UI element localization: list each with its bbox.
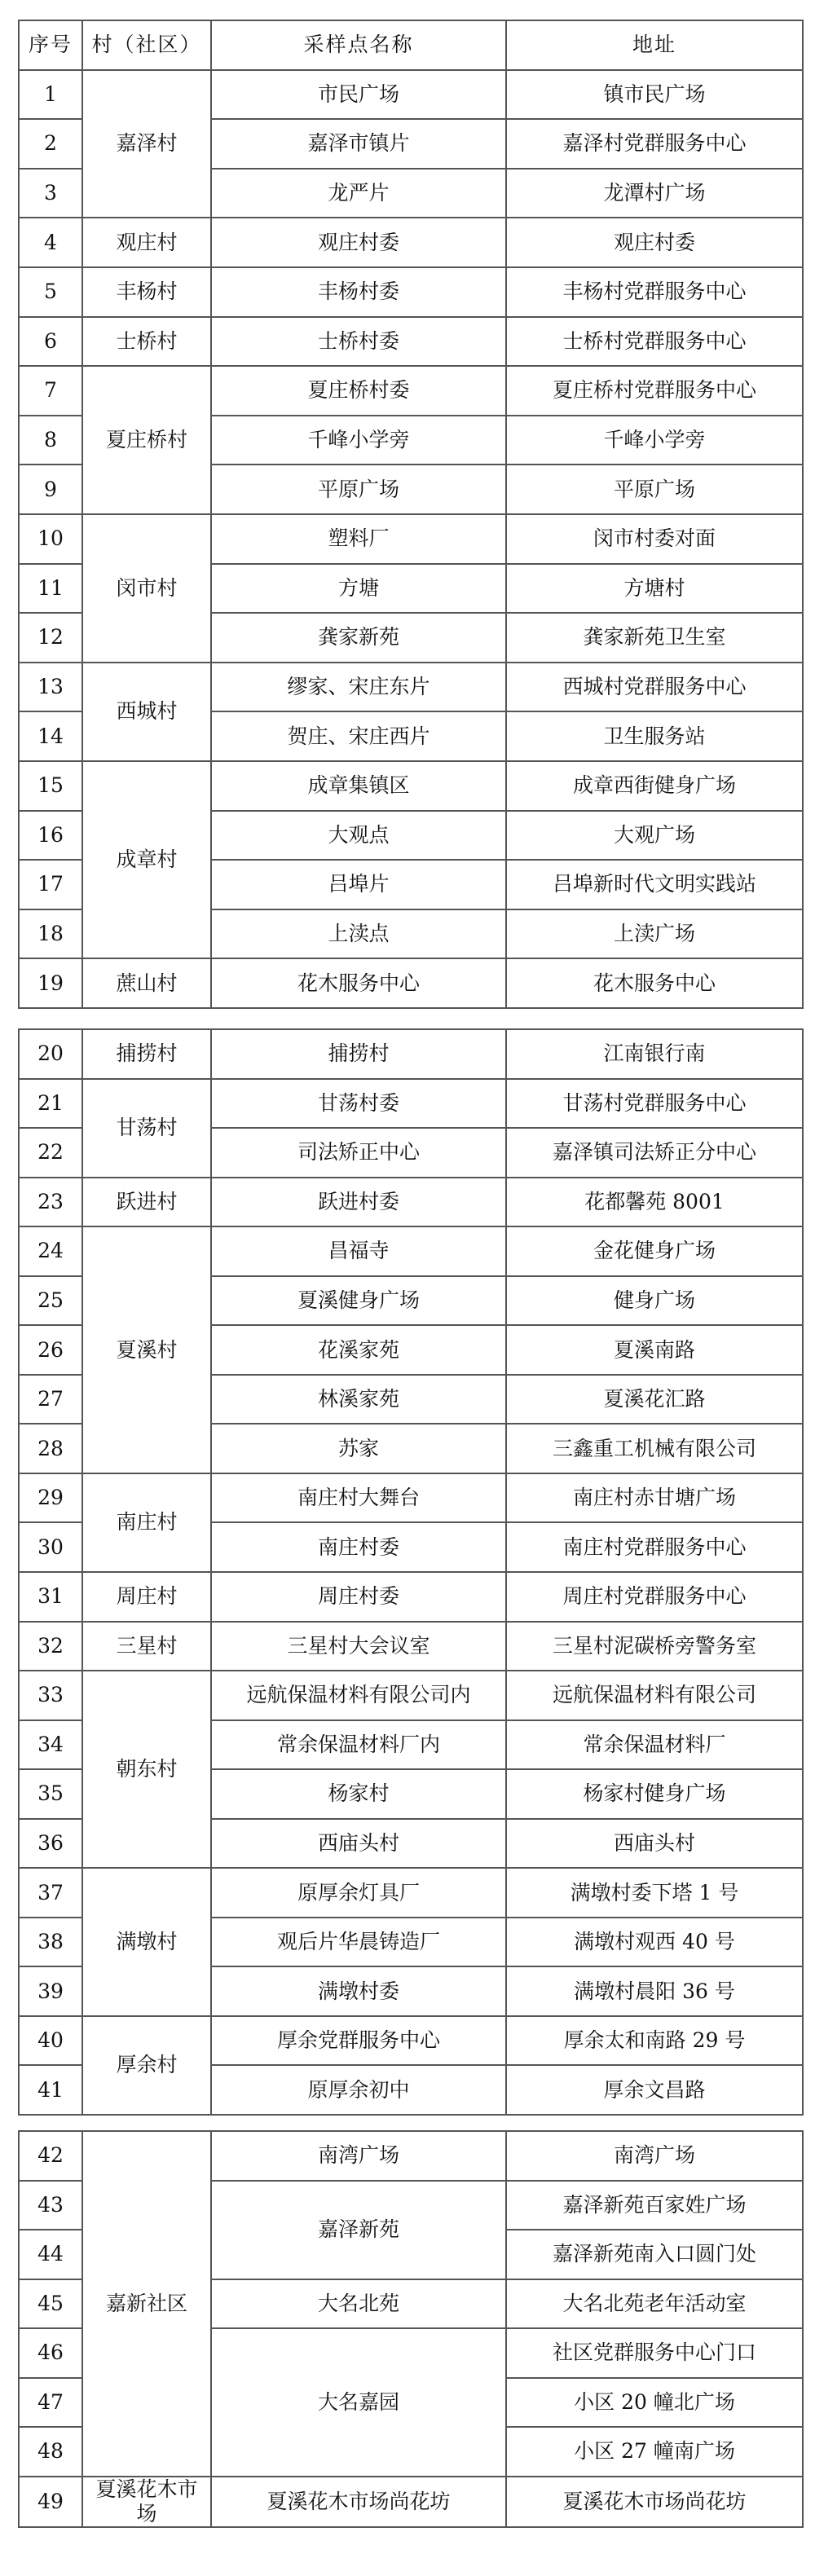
village-cell: 厚余村 <box>82 2016 211 2115</box>
site-cell: 嘉泽市镇片 <box>211 119 506 169</box>
site-cell: 市民广场 <box>211 70 506 120</box>
address-cell: 三星村泥碳桥旁警务室 <box>506 1622 803 1671</box>
village-cell: 成章村 <box>82 761 211 958</box>
row-no: 31 <box>19 1572 82 1622</box>
row-no: 4 <box>19 218 82 267</box>
address-cell: 龚家新苑卫生室 <box>506 613 803 663</box>
address-cell: 卫生服务站 <box>506 711 803 761</box>
site-cell: 林溪家苑 <box>211 1375 506 1425</box>
row-no: 49 <box>19 2477 82 2527</box>
site-cell: 司法矫正中心 <box>211 1128 506 1178</box>
row-no: 23 <box>19 1178 82 1227</box>
address-cell: 三鑫重工机械有限公司 <box>506 1424 803 1473</box>
row-no: 9 <box>19 465 82 514</box>
table-row <box>19 2131 803 2181</box>
row-no: 28 <box>19 1424 82 1473</box>
site-cell: 龙严片 <box>211 169 506 218</box>
address-cell: 西城村党群服务中心 <box>506 663 803 712</box>
row-no: 30 <box>19 1522 82 1572</box>
row-no: 44 <box>19 2230 82 2279</box>
row-no: 2 <box>19 119 82 169</box>
address-cell: 平原广场 <box>506 465 803 514</box>
row-no: 20 <box>19 1029 82 1079</box>
table-row <box>19 267 803 317</box>
table-row <box>19 2016 803 2066</box>
address-cell: 甘荡村党群服务中心 <box>506 1079 803 1129</box>
address-cell: 嘉泽新苑百家姓广场 <box>506 2181 803 2230</box>
table-row <box>19 1079 803 1129</box>
table-row <box>19 1473 803 1523</box>
site-cell: 缪家、宋庄东片 <box>211 663 506 712</box>
address-cell: 士桥村党群服务中心 <box>506 317 803 367</box>
address-cell: 镇市民广场 <box>506 70 803 120</box>
row-no: 1 <box>19 70 82 120</box>
village-cell: 夏溪花木市场 <box>82 2477 211 2527</box>
row-no: 39 <box>19 1966 82 2016</box>
row-no: 12 <box>19 613 82 663</box>
address-cell: 闵市村委对面 <box>506 514 803 564</box>
address-cell: 杨家村健身广场 <box>506 1769 803 1819</box>
table-row <box>19 761 803 811</box>
row-no: 21 <box>19 1079 82 1129</box>
table-row <box>19 1622 803 1671</box>
address-cell: 远航保温材料有限公司 <box>506 1671 803 1720</box>
address-cell: 江南银行南 <box>506 1029 803 1079</box>
site-cell: 三星村大会议室 <box>211 1622 506 1671</box>
address-cell: 嘉泽镇司法矫正分中心 <box>506 1128 803 1178</box>
table-row <box>19 1572 803 1622</box>
site-cell: 南湾广场 <box>211 2131 506 2181</box>
row-no: 24 <box>19 1226 82 1276</box>
village-cell: 闵市村 <box>82 514 211 663</box>
site-cell: 方塘 <box>211 564 506 614</box>
table-row <box>19 218 803 267</box>
site-cell: 吕埠片 <box>211 860 506 909</box>
row-no: 6 <box>19 317 82 367</box>
site-cell: 夏溪花木市场尚花坊 <box>211 2477 506 2527</box>
header-site: 采样点名称 <box>211 20 506 70</box>
address-cell: 小区 27 幢南广场 <box>506 2427 803 2477</box>
address-cell: 健身广场 <box>506 1276 803 1326</box>
table-row <box>19 958 803 1008</box>
row-no: 40 <box>19 2016 82 2066</box>
row-no: 29 <box>19 1473 82 1523</box>
sampling-table-part-2 <box>18 1028 804 2116</box>
table-row <box>19 663 803 712</box>
site-cell: 贺庄、宋庄西片 <box>211 711 506 761</box>
header-no: 序号 <box>19 20 82 70</box>
address-cell: 大观广场 <box>506 811 803 861</box>
address-cell: 满墩村观西 40 号 <box>506 1918 803 1967</box>
row-no: 46 <box>19 2328 82 2378</box>
address-cell: 丰杨村党群服务中心 <box>506 267 803 317</box>
row-no: 13 <box>19 663 82 712</box>
village-cell: 西城村 <box>82 663 211 761</box>
address-cell: 南庄村赤甘塘广场 <box>506 1473 803 1523</box>
address-cell: 南庄村党群服务中心 <box>506 1522 803 1572</box>
row-no: 14 <box>19 711 82 761</box>
site-cell: 夏庄桥村委 <box>211 366 506 416</box>
address-cell: 大名北苑老年活动室 <box>506 2279 803 2329</box>
site-cell: 平原广场 <box>211 465 506 514</box>
site-cell: 苏家 <box>211 1424 506 1473</box>
row-no: 32 <box>19 1622 82 1671</box>
row-no: 48 <box>19 2427 82 2477</box>
table-row <box>19 1671 803 1720</box>
village-cell: 夏庄桥村 <box>82 366 211 514</box>
site-cell: 西庙头村 <box>211 1819 506 1869</box>
village-cell: 朝东村 <box>82 1671 211 1868</box>
address-cell: 嘉泽新苑南入口圆门处 <box>506 2230 803 2279</box>
table-row <box>19 1226 803 1276</box>
row-no: 19 <box>19 958 82 1008</box>
address-cell: 夏庄桥村党群服务中心 <box>506 366 803 416</box>
village-cell: 嘉泽村 <box>82 70 211 218</box>
table-row <box>19 2477 803 2527</box>
row-no: 34 <box>19 1720 82 1770</box>
site-cell: 南庄村大舞台 <box>211 1473 506 1523</box>
site-cell: 原厚余初中 <box>211 2065 506 2115</box>
row-no: 38 <box>19 1918 82 1967</box>
address-cell: 南湾广场 <box>506 2131 803 2181</box>
row-no: 27 <box>19 1375 82 1425</box>
site-cell: 大名嘉园 <box>211 2328 506 2477</box>
table-row <box>19 514 803 564</box>
site-cell: 观后片华晨铸造厂 <box>211 1918 506 1967</box>
site-cell: 甘荡村委 <box>211 1079 506 1129</box>
site-cell: 千峰小学旁 <box>211 416 506 465</box>
village-cell: 周庄村 <box>82 1572 211 1622</box>
row-no: 25 <box>19 1276 82 1326</box>
address-cell: 厚余文昌路 <box>506 2065 803 2115</box>
site-cell: 杨家村 <box>211 1769 506 1819</box>
table-row <box>19 317 803 367</box>
site-cell: 南庄村委 <box>211 1522 506 1572</box>
village-cell: 甘荡村 <box>82 1079 211 1178</box>
table-row <box>19 366 803 416</box>
site-cell: 上渎点 <box>211 909 506 959</box>
table-row <box>19 70 803 120</box>
row-no: 8 <box>19 416 82 465</box>
address-cell: 周庄村党群服务中心 <box>506 1572 803 1622</box>
address-cell: 厚余太和南路 29 号 <box>506 2016 803 2066</box>
address-cell: 夏溪花汇路 <box>506 1375 803 1425</box>
row-no: 33 <box>19 1671 82 1720</box>
header-address: 地址 <box>506 20 803 70</box>
village-cell: 夏溪村 <box>82 1226 211 1473</box>
address-cell: 上渎广场 <box>506 909 803 959</box>
address-cell: 满墩村委下塔 1 号 <box>506 1868 803 1918</box>
village-cell: 丰杨村 <box>82 267 211 317</box>
village-cell: 嘉新社区 <box>82 2131 211 2477</box>
address-cell: 千峰小学旁 <box>506 416 803 465</box>
row-no: 11 <box>19 564 82 614</box>
row-no: 36 <box>19 1819 82 1869</box>
row-no: 3 <box>19 169 82 218</box>
row-no: 16 <box>19 811 82 861</box>
header-village: 村（社区） <box>82 20 211 70</box>
site-cell: 丰杨村委 <box>211 267 506 317</box>
table-header-row <box>19 20 803 70</box>
address-cell: 夏溪花木市场尚花坊 <box>506 2477 803 2527</box>
row-no: 17 <box>19 860 82 909</box>
address-cell: 吕埠新时代文明实践站 <box>506 860 803 909</box>
row-no: 18 <box>19 909 82 959</box>
site-cell: 跃进村委 <box>211 1178 506 1227</box>
sampling-table-part-1 <box>18 20 804 1009</box>
row-no: 5 <box>19 267 82 317</box>
site-cell: 常余保温材料厂内 <box>211 1720 506 1770</box>
site-cell: 观庄村委 <box>211 218 506 267</box>
site-cell: 嘉泽新苑 <box>211 2181 506 2279</box>
table-row <box>19 1868 803 1918</box>
site-cell: 成章集镇区 <box>211 761 506 811</box>
site-cell: 大观点 <box>211 811 506 861</box>
address-cell: 花木服务中心 <box>506 958 803 1008</box>
row-no: 10 <box>19 514 82 564</box>
row-no: 45 <box>19 2279 82 2329</box>
site-cell: 大名北苑 <box>211 2279 506 2329</box>
row-no: 47 <box>19 2378 82 2428</box>
address-cell: 小区 20 幢北广场 <box>506 2378 803 2428</box>
row-no: 26 <box>19 1325 82 1375</box>
site-cell: 士桥村委 <box>211 317 506 367</box>
site-cell: 捕捞村 <box>211 1029 506 1079</box>
row-no: 7 <box>19 366 82 416</box>
address-cell: 成章西街健身广场 <box>506 761 803 811</box>
address-cell: 社区党群服务中心门口 <box>506 2328 803 2378</box>
row-no: 15 <box>19 761 82 811</box>
row-no: 37 <box>19 1868 82 1918</box>
row-no: 22 <box>19 1128 82 1178</box>
site-cell: 夏溪健身广场 <box>211 1276 506 1326</box>
village-cell: 蔗山村 <box>82 958 211 1008</box>
address-cell: 常余保温材料厂 <box>506 1720 803 1770</box>
village-cell: 三星村 <box>82 1622 211 1671</box>
row-no: 42 <box>19 2131 82 2181</box>
village-cell: 观庄村 <box>82 218 211 267</box>
site-cell: 龚家新苑 <box>211 613 506 663</box>
address-cell: 嘉泽村党群服务中心 <box>506 119 803 169</box>
row-no: 43 <box>19 2181 82 2230</box>
address-cell: 方塘村 <box>506 564 803 614</box>
row-no: 41 <box>19 2065 82 2115</box>
site-cell: 昌福寺 <box>211 1226 506 1276</box>
row-no: 35 <box>19 1769 82 1819</box>
site-cell: 花溪家苑 <box>211 1325 506 1375</box>
table-row <box>19 1029 803 1079</box>
site-cell: 周庄村委 <box>211 1572 506 1622</box>
sampling-table-part-3 <box>18 2130 804 2528</box>
site-cell: 原厚余灯具厂 <box>211 1868 506 1918</box>
site-cell: 厚余党群服务中心 <box>211 2016 506 2066</box>
site-cell: 远航保温材料有限公司内 <box>211 1671 506 1720</box>
address-cell: 观庄村委 <box>506 218 803 267</box>
village-cell: 士桥村 <box>82 317 211 367</box>
site-cell: 满墩村委 <box>211 1966 506 2016</box>
address-cell: 满墩村晨阳 36 号 <box>506 1966 803 2016</box>
table-row <box>19 1178 803 1227</box>
address-cell: 龙潭村广场 <box>506 169 803 218</box>
address-cell: 西庙头村 <box>506 1819 803 1869</box>
village-cell: 满墩村 <box>82 1868 211 2016</box>
address-cell: 夏溪南路 <box>506 1325 803 1375</box>
village-cell: 捕捞村 <box>82 1029 211 1079</box>
site-cell: 塑料厂 <box>211 514 506 564</box>
address-cell: 金花健身广场 <box>506 1226 803 1276</box>
village-cell: 跃进村 <box>82 1178 211 1227</box>
site-cell: 花木服务中心 <box>211 958 506 1008</box>
village-cell: 南庄村 <box>82 1473 211 1572</box>
address-cell: 花都馨苑 8001 <box>506 1178 803 1227</box>
